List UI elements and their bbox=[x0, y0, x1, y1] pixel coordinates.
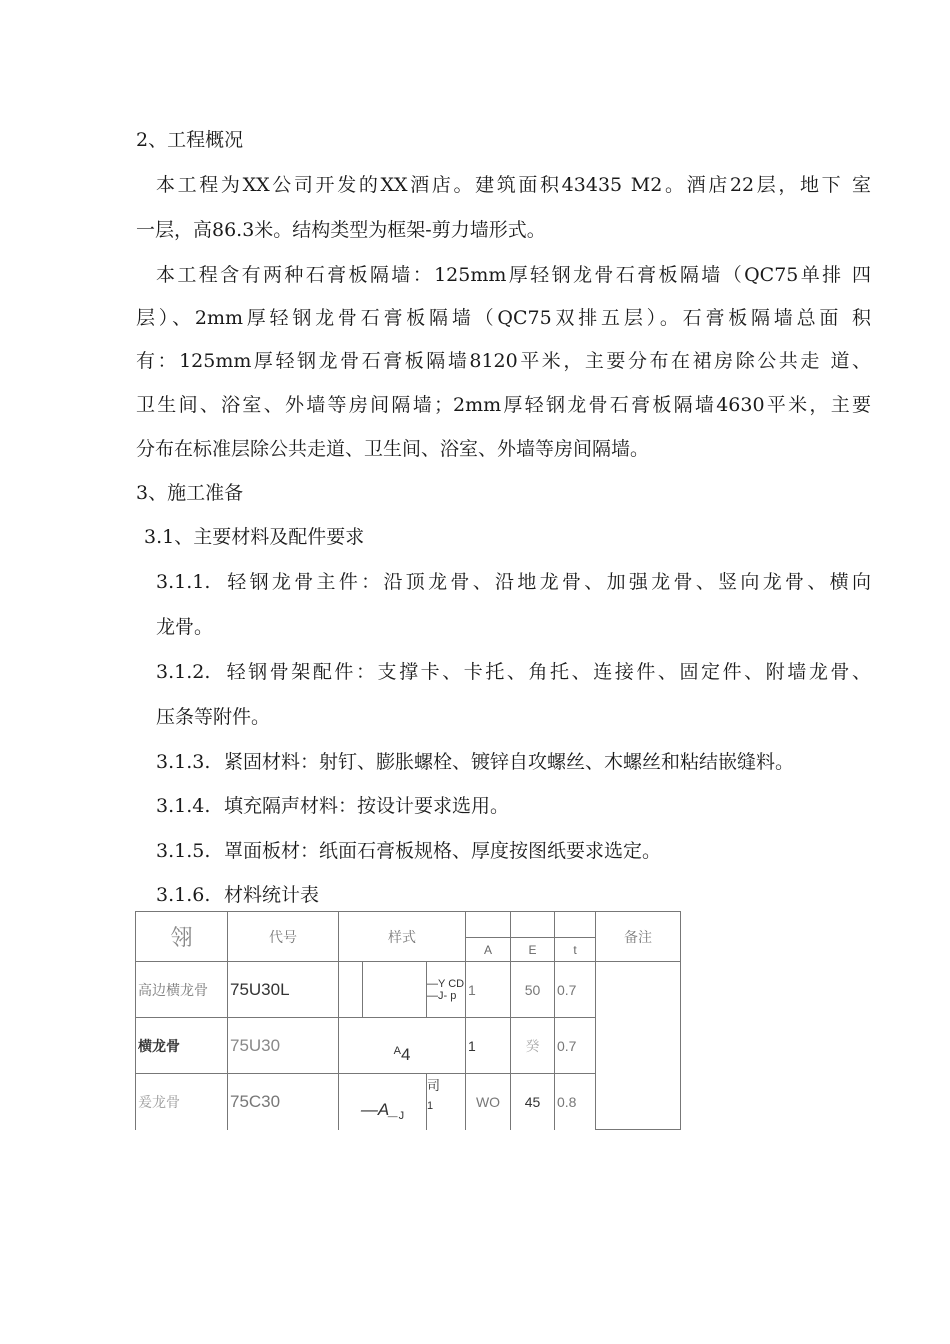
section-3-1-heading: 3.1、主要材料及配件要求 bbox=[144, 526, 365, 548]
style-glyph: 4 bbox=[400, 1044, 411, 1064]
item-number: 3.1.3. bbox=[156, 751, 211, 773]
style-diagram bbox=[427, 962, 466, 1018]
cell-name: 横龙骨 bbox=[136, 1018, 228, 1074]
cell-name: 高边横龙骨 bbox=[136, 962, 228, 1018]
style-glyph: 1 bbox=[427, 1100, 434, 1112]
header-t: t bbox=[555, 938, 596, 962]
section-2-heading: 2、工程概况 bbox=[136, 129, 244, 151]
item-number: 3.1.2. bbox=[156, 661, 211, 683]
cell-E: 45 bbox=[511, 1074, 555, 1130]
item-number: 3.1.1. bbox=[156, 571, 211, 593]
item-number: 3.1.6. bbox=[156, 884, 211, 906]
list-item bbox=[156, 881, 319, 909]
header-A: A bbox=[466, 938, 511, 962]
list-item bbox=[156, 837, 661, 865]
paragraph-line: 有：125mm厚轻钢龙骨石膏板隔墙8120平米，主要分布在裙房除公共走 道、 bbox=[136, 350, 871, 372]
style-diagram bbox=[339, 1074, 427, 1130]
item-text: 轻钢龙骨主件：沿顶龙骨、沿地龙骨、加强龙骨、竖向龙骨、横向 bbox=[224, 571, 871, 593]
paragraph-line: 卫生间、浴室、外墙等房间隔墙；2mm厚轻钢龙骨石膏板隔墙4630平米，主要 bbox=[136, 394, 871, 416]
cell-code: 75U30L bbox=[228, 962, 339, 1018]
cell-E: 50 bbox=[511, 962, 555, 1018]
table-row bbox=[136, 962, 681, 1018]
style-diagram bbox=[427, 1074, 466, 1130]
style-glyph: A bbox=[393, 1044, 401, 1057]
item-text: 材料统计表 bbox=[224, 884, 320, 906]
header-style: 样式 bbox=[339, 912, 466, 962]
list-item bbox=[156, 748, 794, 776]
style-glyph: —J- p bbox=[427, 989, 457, 1002]
style-glyph: 司 bbox=[427, 1078, 441, 1093]
item-text: 罩面板材：纸面石膏板规格、厚度按图纸要求选定。 bbox=[224, 840, 662, 862]
header-name: 翎 bbox=[136, 912, 228, 962]
header-E: E bbox=[511, 938, 555, 962]
section-3-heading: 3、施工准备 bbox=[136, 482, 244, 504]
item-number: 3.1.4. bbox=[156, 795, 211, 817]
paragraph-line: 本工程为XX公司开发的XX酒店。建筑面积43435 M2。酒店22层，地下 室 bbox=[156, 174, 871, 196]
cell-A: 1 bbox=[466, 1018, 511, 1074]
list-item-continuation: 压条等附件。 bbox=[156, 706, 271, 728]
list-item bbox=[156, 792, 509, 820]
paragraph-line: 一层，高86.3米。结构类型为框架-剪力墙形式。 bbox=[136, 219, 546, 241]
cell-t: 0.7 bbox=[555, 962, 596, 1018]
style-glyph: —A_ bbox=[360, 1099, 399, 1119]
paragraph-line: 分布在标准层除公共走道、卫生间、浴室、外墙等房间隔墙。 bbox=[136, 438, 650, 460]
style-glyph: —Y CD bbox=[427, 977, 465, 990]
list-item bbox=[156, 568, 871, 596]
materials-table bbox=[135, 911, 681, 1130]
item-text: 轻钢骨架配件：支撑卡、卡托、角托、连接件、固定件、附墙龙骨、 bbox=[224, 661, 871, 683]
cell-code: 75U30 bbox=[228, 1018, 339, 1074]
cell-E: 癸 bbox=[511, 1018, 555, 1074]
style-diagram bbox=[339, 1018, 466, 1074]
list-item-continuation: 龙骨。 bbox=[156, 616, 214, 638]
cell-code: 75C30 bbox=[228, 1074, 339, 1130]
paragraph-line: 本工程含有两种石膏板隔墙：125mm厚轻钢龙骨石膏板隔墙（QC75单排 四 bbox=[156, 264, 871, 286]
item-text: 紧固材料：射钉、膨胀螺栓、镀锌自攻螺丝、木螺丝和粘结嵌缝料。 bbox=[224, 751, 795, 773]
cell-name: 爰龙骨 bbox=[136, 1074, 228, 1130]
cell-A: 1 bbox=[466, 962, 511, 1018]
cell-t: 0.8 bbox=[555, 1074, 596, 1130]
style-glyph: J bbox=[398, 1109, 405, 1122]
header-code: 代号 bbox=[228, 912, 339, 962]
paragraph-line: 层）、2mm厚轻钢龙骨石膏板隔墙（QC75双排五层）。石膏板隔墙总面 积 bbox=[136, 307, 871, 329]
cell-A: WO bbox=[466, 1074, 511, 1130]
header-note: 备注 bbox=[596, 912, 681, 962]
list-item bbox=[156, 658, 871, 686]
item-number: 3.1.5. bbox=[156, 840, 211, 862]
cell-t: 0.7 bbox=[555, 1018, 596, 1074]
item-text: 填充隔声材料：按设计要求选用。 bbox=[224, 795, 510, 817]
